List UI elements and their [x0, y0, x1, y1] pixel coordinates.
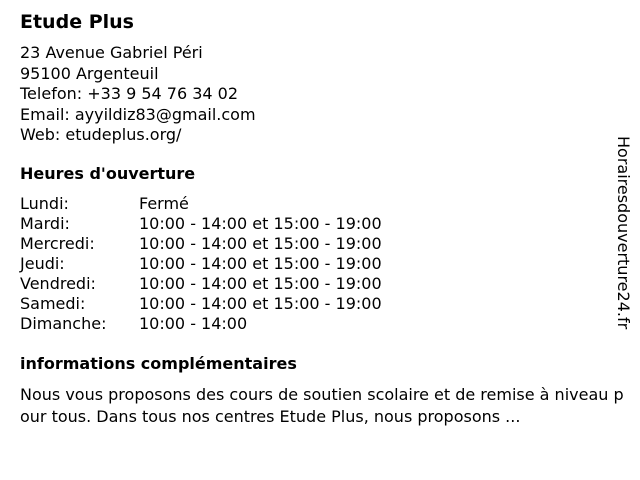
- business-name: Etude Plus: [20, 11, 134, 33]
- opening-hours-heading: Heures d'ouverture: [20, 164, 196, 183]
- time-value: 10:00 - 14:00 et 15:00 - 19:00: [139, 214, 382, 233]
- additional-info-heading: informations complémentaires: [20, 354, 297, 373]
- time-value: 10:00 - 14:00 et 15:00 - 19:00: [139, 254, 382, 273]
- phone-number: Telefon: +33 9 54 76 34 02: [20, 84, 239, 103]
- email-address: Email: ayyildiz83@gmail.com: [20, 104, 256, 124]
- day-label: Jeudi:: [20, 254, 65, 273]
- time-value: 10:00 - 14:00 et 15:00 - 19:00: [139, 294, 382, 313]
- time-value: 10:00 - 14:00: [139, 314, 248, 333]
- website: Web: etudeplus.org/: [20, 125, 182, 144]
- day-label: Samedi:: [20, 294, 86, 313]
- day-label: Vendredi:: [20, 274, 96, 293]
- day-label: Mercredi:: [20, 234, 95, 253]
- site-watermark: Horairesdouverture24.fr: [614, 136, 633, 330]
- address-city: 95100 Argenteuil: [20, 63, 159, 83]
- day-label: Mardi:: [20, 214, 70, 233]
- additional-info-text: Nous vous proposons des cours de soutien scolaire et de remise à niveau pour tous. Dans tous nos centres Etude Plus, nous proposons ...: [20, 385, 624, 426]
- day-label: Dimanche:: [20, 314, 107, 333]
- address-street: 23 Avenue Gabriel Péri: [20, 43, 203, 62]
- day-label: Lundi:: [20, 194, 69, 213]
- time-value: 10:00 - 14:00 et 15:00 - 19:00: [139, 274, 382, 293]
- time-value: 10:00 - 14:00 et 15:00 - 19:00: [139, 234, 382, 253]
- contact-block: [20, 43, 256, 146]
- time-value: Fermé: [139, 194, 189, 213]
